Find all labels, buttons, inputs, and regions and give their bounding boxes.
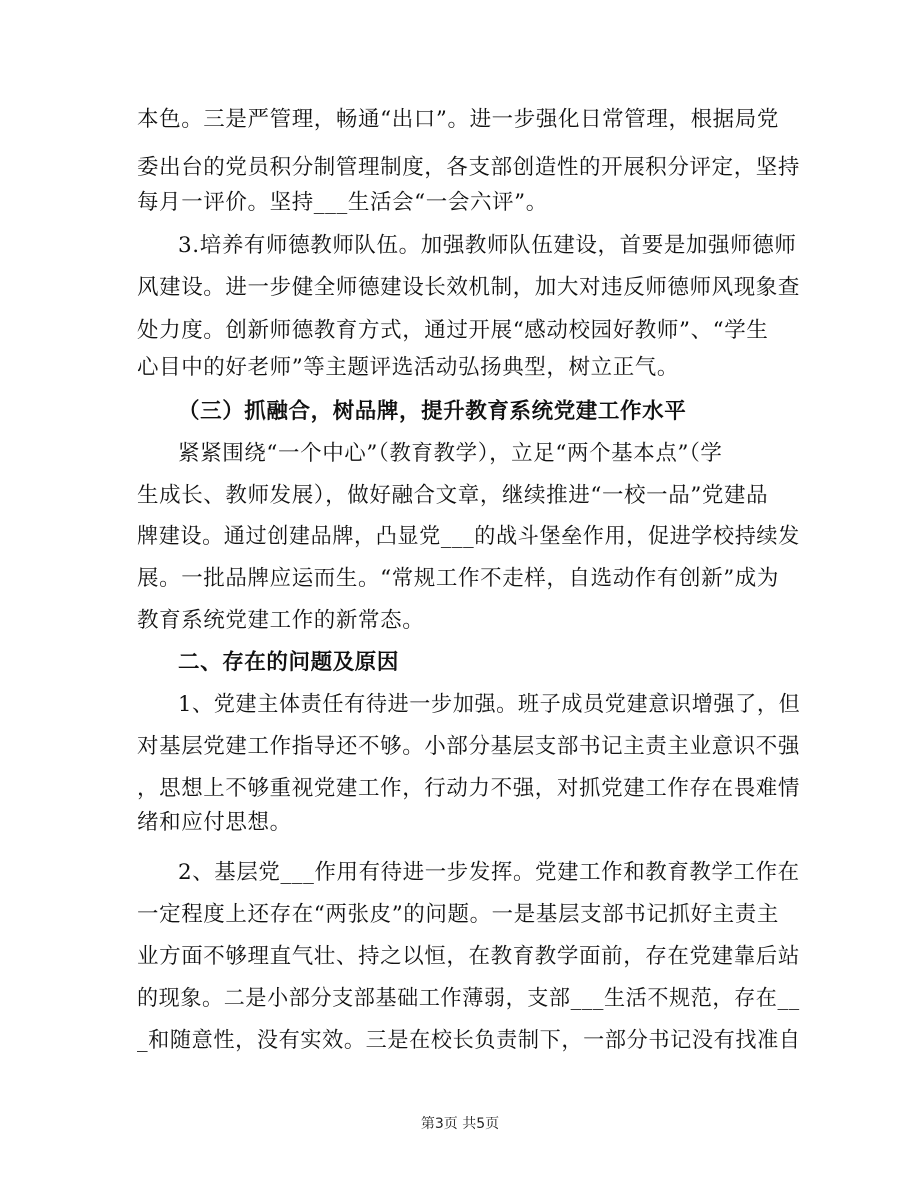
text-line: 1、党建主体责任有待进一步加强。班子成员党建意识增强了，但 [178,692,801,717]
text-line: 心目中的好老师”等主题评选活动弘扬典型，树立正气。 [137,355,679,380]
text-line: 牌建设。通过创建品牌，凸显党___的战斗堡垒作用，促进学校持续发 [137,524,800,549]
page-number: 第3页 共5页 [420,1116,500,1132]
text-line: 委出台的党员积分制管理制度，各支部创造性的开展积分评定，坚持 [137,155,801,180]
text-line: _和随意性，没有实效。三是在校长负责制下，一部分书记没有找准自 [137,1028,801,1053]
text-line: 处力度。创新师德教育方式，通过开展“感动校园好教师”、“学生 [137,318,769,343]
text-line: 3.培养有师德教师队伍。加强教师队伍建设，首要是加强师德师 [178,233,797,258]
text-line: 紧紧围绕“一个中心”（教育教学），立足“两个基本点”（学 [178,441,723,466]
text-line: 每月一评价。坚持___生活会“一会六评”。 [137,190,548,215]
text-line: 的现象。二是小部分支部基础工作薄弱，支部___生活不规范，存在__ [137,986,800,1011]
text-line: 绪和应付思想。 [137,810,292,835]
text-line: 教育系统党建工作的新常态。 [137,608,425,633]
section-heading: （三）抓融合，树品牌，提升教育系统党建工作水平 [178,399,687,424]
text-line: 风建设。进一步健全师德建设长效机制，加大对违反师德师风现象查 [137,275,801,300]
section-heading: 二、存在的问题及原因 [178,650,400,675]
text-line: 业方面不够理直气壮、持之以恒，在教育教学面前，存在党建靠后站 [137,944,801,969]
text-line: ，思想上不够重视党建工作，行动力不强，对抓党建工作存在畏难情 [137,776,801,801]
text-line: 2、基层党___作用有待进一步发挥。党建工作和教育教学工作在 [178,860,800,885]
text-line: 一定程度上还存在“两张皮”的问题。一是基层支部书记抓好主责主 [137,902,779,927]
text-line: 对基层党建工作指导还不够。小部分基层支部书记主责主业意识不强 [137,734,801,759]
text-line: 展。一批品牌应运而生。“常规工作不走样，自选动作有创新”成为 [137,566,779,591]
text-line: 本色。三是严管理，畅通“出口”。进一步强化日常管理，根据局党 [137,107,779,132]
text-line: 生成长、教师发展），做好融合文章，继续推进“一校一品”党建品 [137,483,769,508]
